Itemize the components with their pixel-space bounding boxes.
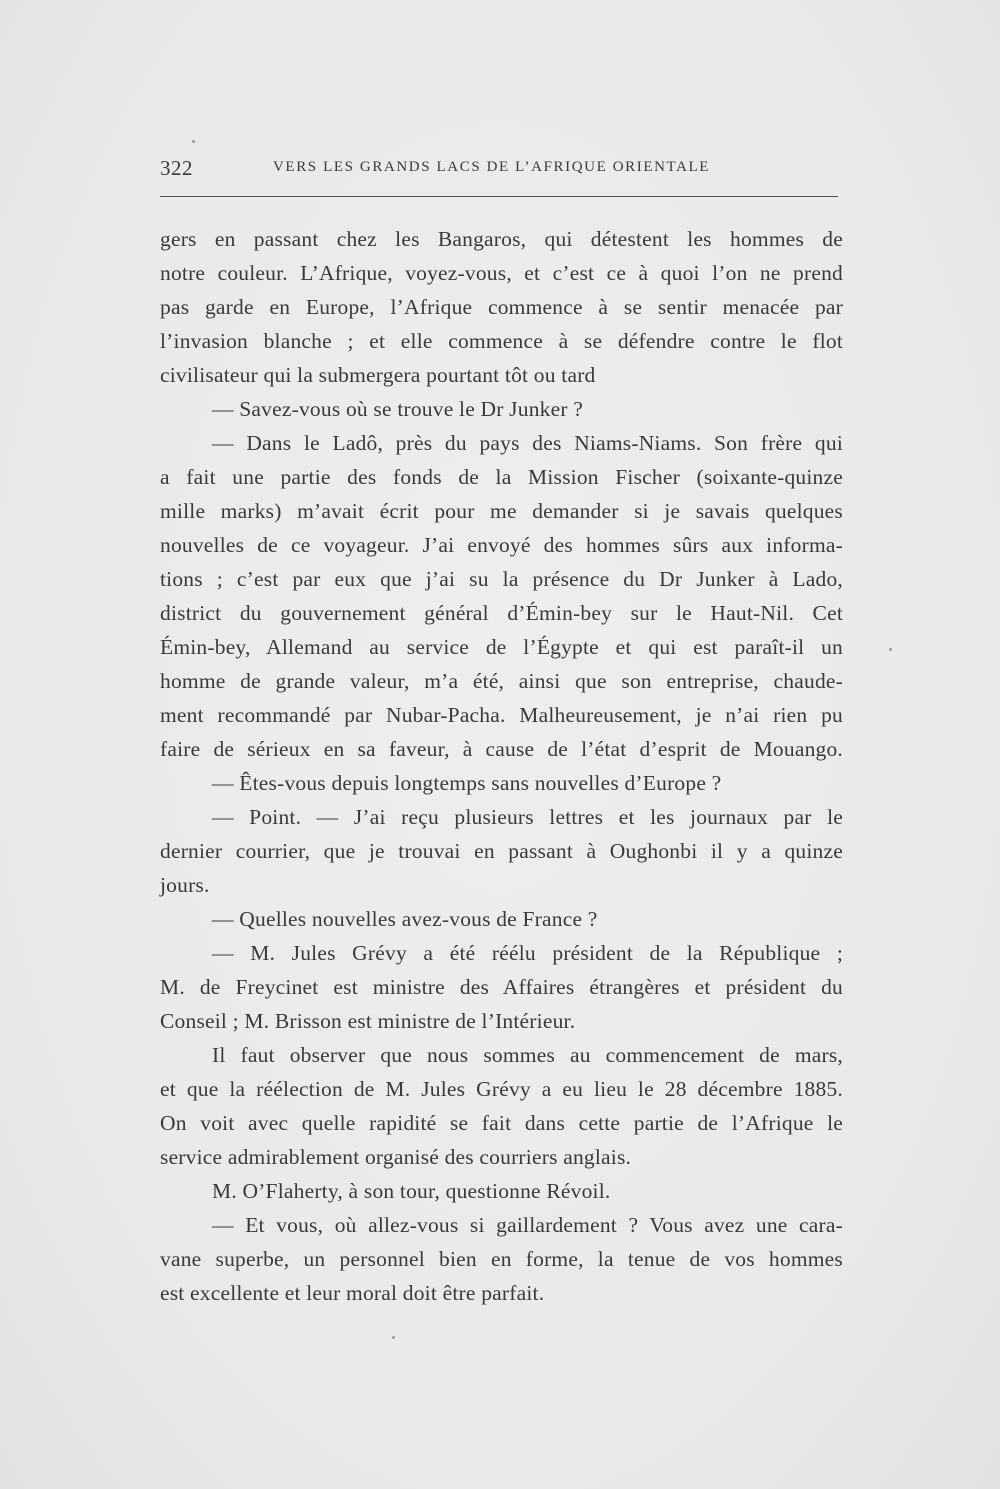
text-line: On voit avec quelle rapidité se fait dans cette partie de l’Afrique le [160, 1111, 843, 1135]
text-line: gers en passant chez les Bangaros, qui détestent les hommes de [160, 227, 843, 251]
text-line: jours. [160, 873, 210, 897]
text-line: — Quelles nouvelles avez-vous de France ? [212, 907, 598, 931]
text-line: — Et vous, où allez-vous si gaillardement ? Vous avez une cara- [212, 1213, 843, 1237]
header-rule [160, 196, 838, 197]
text-line: notre couleur. L’Afrique, voyez-vous, et c’est ce à quoi l’on ne prend [160, 261, 843, 285]
page-number: 322 [160, 156, 193, 180]
text-line: a fait une partie des fonds de la Mission Fischer (soixante-quinze [160, 465, 843, 489]
text-line: service admirablement organisé des courriers anglais. [160, 1145, 632, 1169]
text-line: M. de Freycinet est ministre des Affaires étrangères et président du [160, 975, 843, 999]
text-line: Émin-bey, Allemand au service de l’Égypte et qui est paraît-il un [160, 635, 843, 659]
text-line: vane superbe, un personnel bien en forme, la tenue de vos hommes [160, 1247, 843, 1271]
text-line: ment recommandé par Nubar-Pacha. Malheureusement, je n’ai rien pu [160, 703, 843, 727]
text-line: dernier courrier, que je trouvai en passant à Oughonbi il y a quinze [160, 839, 843, 863]
text-line: — Point. — J’ai reçu plusieurs lettres et les journaux par le [212, 805, 843, 829]
text-line: — Êtes-vous depuis longtemps sans nouvelles d’Europe ? [212, 771, 722, 795]
paper-speck [392, 1336, 395, 1339]
text-line: homme de grande valeur, m’a été, ainsi que son entreprise, chaude- [160, 669, 843, 693]
text-line: mille marks) m’avait écrit pour me demander si je savais quelques [160, 499, 843, 523]
text-line: — M. Jules Grévy a été réélu président de la République ; [212, 941, 843, 965]
text-line: Conseil ; M. Brisson est ministre de l’Intérieur. [160, 1009, 576, 1033]
text-line: — Dans le Ladô, près du pays des Niams-Niams. Son frère qui [212, 431, 843, 455]
text-line: tions ; c’est par eux que j’ai su la présence du Dr Junker à Lado, [160, 567, 843, 591]
text-line: — Savez-vous où se trouve le Dr Junker ? [212, 397, 584, 421]
text-line: pas garde en Europe, l’Afrique commence à se sentir menacée par [160, 295, 843, 319]
text-line: civilisateur qui la submergera pourtant tôt ou tard [160, 363, 596, 387]
running-head: VERS LES GRANDS LACS DE L’AFRIQUE ORIENTALE [273, 159, 711, 175]
paper-speck [889, 648, 892, 651]
text-line: est excellente et leur moral doit être parfait. [160, 1281, 545, 1305]
text-line: l’invasion blanche ; et elle commence à se défendre contre le flot [160, 329, 843, 353]
text-line: et que la réélection de M. Jules Grévy a eu lieu le 28 décembre 1885. [160, 1077, 843, 1101]
text-line: Il faut observer que nous sommes au commencement de mars, [212, 1043, 843, 1067]
text-line: district du gouvernement général d’Émin-bey sur le Haut-Nil. Cet [160, 601, 843, 625]
page-header [160, 156, 840, 186]
body-text [160, 222, 843, 1310]
text-line: M. O’Flaherty, à son tour, questionne Révoil. [212, 1179, 611, 1203]
text-line: nouvelles de ce voyageur. J’ai envoyé des hommes sûrs aux informa- [160, 533, 843, 557]
paper-speck [192, 140, 195, 143]
text-line: faire de sérieux en sa faveur, à cause de l’état d’esprit de Mouango. [160, 737, 843, 761]
